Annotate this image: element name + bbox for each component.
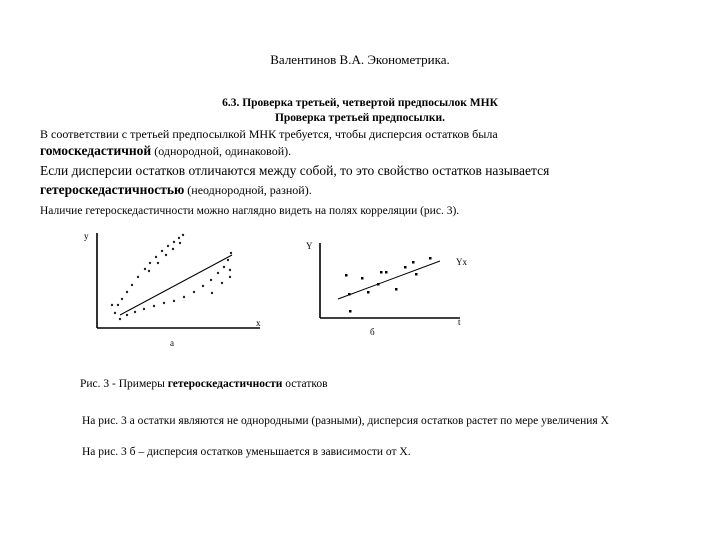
left-regression-line: [120, 255, 232, 315]
left-y-label: y: [84, 231, 89, 241]
section-title: 6.3. Проверка третьей, четвертой предпосылок МНК: [222, 97, 498, 109]
paragraph-3: Наличие гетероскедастичности можно наглядно видеть на полях корреляции (рис. 3).: [40, 205, 460, 217]
section-subtitle: Проверка третьей предпосылки.: [274, 112, 446, 124]
document-header: Валентинов В.А. Эконометрика.: [270, 52, 450, 67]
right-panel-label: б: [370, 327, 375, 337]
paragraph-5: На рис. 3 б – дисперсия остатков уменьшается в зависимости от X.: [82, 446, 411, 458]
figure-left-plot: [70, 225, 270, 350]
paragraph-4: На рис. 3 а остатки являются не однородными (разными), дисперсия остатков растет по мере увеличения X: [82, 415, 609, 427]
paragraph-2-line1: Если дисперсии остатков отличаются между собой, то это свойство остатков называется: [40, 163, 550, 178]
paragraph-1-line2: [40, 143, 291, 159]
caption-term: гетероскедастичности: [167, 378, 283, 390]
right-line-label: Yx: [456, 257, 467, 267]
caption-prefix: Рис. 3 - Примеры: [80, 378, 168, 390]
right-y-label: Y: [306, 241, 313, 251]
figure-right-plot: [300, 235, 480, 340]
term-homoscedastic: гомоскедастичной: [40, 143, 152, 158]
left-x-label: x: [256, 318, 261, 328]
right-end-label: t: [458, 317, 461, 327]
paragraph-2-rest: (неоднородной, разной).: [184, 183, 312, 197]
right-regression-line: [338, 261, 440, 299]
caption-suffix: остатков: [282, 378, 328, 390]
paragraph-2-line2: [40, 182, 312, 198]
paragraph-1-line1: В соответствии с третьей предпосылкой МНК требуется, чтобы дисперсия остатков была: [40, 127, 498, 141]
left-panel-label: а: [170, 338, 174, 348]
paragraph-1-rest: (однородной, одинаковой).: [151, 144, 292, 158]
figure-caption: [80, 378, 328, 390]
term-heteroscedasticity: гетероскедастичностью: [40, 182, 185, 197]
right-scatter-points: [345, 257, 432, 313]
left-scatter-points: [111, 234, 232, 320]
